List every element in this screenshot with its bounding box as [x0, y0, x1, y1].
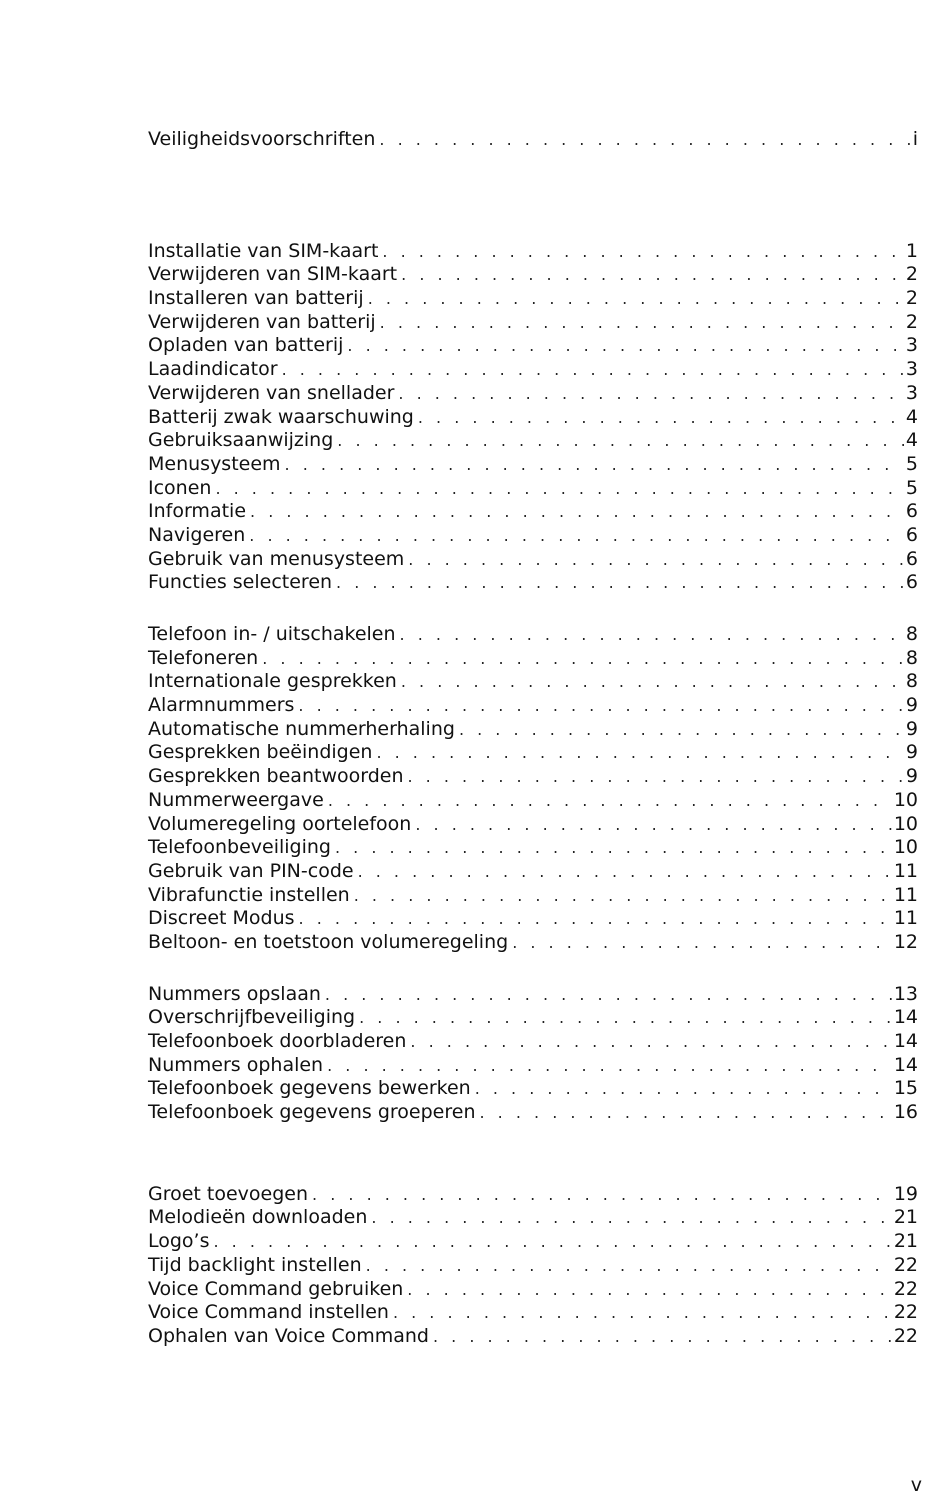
- dot-leader: [354, 884, 892, 908]
- toc-entry-page: 16: [893, 1101, 918, 1124]
- dot-leader: [285, 453, 904, 477]
- toc-entry[interactable]: [148, 240, 918, 264]
- toc-entry-title: Ophalen van Voice Command: [148, 1324, 429, 1347]
- toc-entry-page: 6: [905, 500, 918, 523]
- toc-entry-page: 3: [905, 334, 918, 357]
- toc-entry-page: 15: [893, 1077, 918, 1100]
- toc-entry-page: 2: [905, 310, 918, 333]
- toc-entry[interactable]: [148, 311, 918, 335]
- dot-leader: [325, 983, 892, 1007]
- dot-leader: [371, 1206, 891, 1230]
- toc-entry-page: 14: [893, 1006, 918, 1029]
- dot-leader: [282, 358, 904, 382]
- toc-entry-page: 6: [905, 523, 918, 546]
- toc-entry[interactable]: [148, 1230, 918, 1254]
- toc-entry-page: 8: [905, 623, 918, 645]
- dot-leader: [359, 1006, 892, 1030]
- toc-entry-page: 8: [905, 670, 918, 693]
- toc-entry-title: Voice Command gebruiken: [148, 1277, 404, 1300]
- toc-entry-title: Telefoonboek gegevens groeperen: [148, 1101, 476, 1124]
- toc-entry-page: 9: [905, 694, 918, 717]
- toc-entry-page: 5: [905, 452, 918, 475]
- toc-entry-page: 22: [893, 1253, 918, 1276]
- toc-entry-title: Gesprekken beantwoorden: [148, 765, 404, 788]
- toc-entry-page: 8: [905, 646, 918, 669]
- dot-leader: [358, 860, 892, 884]
- toc-entry-title: Tijd backlight instellen: [148, 1253, 362, 1276]
- toc-entry-title: Gesprekken beëindigen: [148, 741, 373, 764]
- dot-leader: [480, 1101, 892, 1125]
- toc-entry-title: Telefoonboek doorbladeren: [148, 1030, 407, 1052]
- toc-entry[interactable]: [148, 836, 918, 860]
- toc-entry[interactable]: [148, 670, 918, 694]
- toc-entry-title: Nummers ophalen: [148, 1053, 324, 1076]
- toc-entry-title: Batterij zwak waarschuwing: [148, 405, 414, 428]
- toc-entry-page: 21: [893, 1206, 918, 1229]
- page-number: v: [910, 1474, 922, 1496]
- dot-leader: [335, 836, 892, 860]
- toc-entry-title: Verwijderen van snellader: [148, 381, 395, 404]
- toc-entry-page: 9: [905, 741, 918, 764]
- toc-group-settings: [148, 1183, 918, 1349]
- toc-entry[interactable]: [148, 931, 918, 955]
- toc-entry-title: Beltoon- en toetstoon volumeregeling: [148, 930, 509, 953]
- toc-entry[interactable]: [148, 1206, 918, 1230]
- toc-entry-title: Verwijderen van batterij: [148, 310, 376, 333]
- toc-entry-title: Verwijderen van SIM-kaart: [148, 263, 398, 286]
- toc-entry-title: Gebruik van PIN-code: [148, 859, 354, 882]
- dot-leader: [415, 813, 891, 837]
- dot-leader: [401, 670, 904, 694]
- toc-entry-title: Installeren van batterij: [148, 287, 364, 310]
- dot-leader: [418, 406, 904, 430]
- dot-leader: [250, 500, 904, 524]
- dot-leader: [298, 694, 904, 718]
- dot-leader: [366, 1254, 892, 1278]
- toc-entry[interactable]: [148, 765, 918, 789]
- toc-entry-title: Voice Command instellen: [148, 1301, 389, 1324]
- toc-entry[interactable]: [148, 983, 918, 1007]
- toc-entry-title: Iconen: [148, 476, 212, 499]
- toc-entry[interactable]: [148, 524, 918, 548]
- toc-group-getting-started: [148, 240, 918, 595]
- toc-entry[interactable]: [148, 884, 918, 908]
- toc-entry-page: 1: [905, 239, 918, 262]
- toc-entry[interactable]: [148, 1101, 918, 1125]
- dot-leader: [376, 741, 903, 765]
- toc-entry-page: 10: [893, 812, 918, 835]
- toc-entry[interactable]: [148, 1183, 918, 1207]
- toc-entry-title: Overschrijfbeveiliging: [148, 1006, 356, 1029]
- toc-entry-title: Telefoonboek gegevens bewerken: [148, 1077, 471, 1100]
- dot-leader: [249, 524, 904, 548]
- toc-entry-title: Vibrafunctie instellen: [148, 883, 350, 906]
- toc-entry-page: 5: [905, 476, 918, 499]
- toc-entry[interactable]: [148, 548, 918, 572]
- toc-entry-title: Melodieën downloaden: [148, 1206, 368, 1229]
- toc-entry[interactable]: [148, 1030, 918, 1054]
- toc-entry[interactable]: [148, 263, 918, 287]
- toc-group-safety: [148, 128, 918, 152]
- toc-entry-title: Groet toevoegen: [148, 1182, 309, 1205]
- dot-leader: [398, 382, 904, 406]
- toc-entry-page: 3: [905, 381, 918, 404]
- toc-entry[interactable]: [148, 500, 918, 524]
- dot-leader: [380, 311, 904, 335]
- toc-entry-title: Telefoon in- / uitschakelen: [148, 623, 396, 645]
- dot-leader: [512, 931, 892, 955]
- dot-leader: [299, 907, 892, 931]
- dot-leader: [336, 571, 904, 595]
- toc-group-phonebook: [148, 983, 918, 1125]
- toc-entry-title: Internationale gesprekken: [148, 670, 397, 693]
- toc-entry-title: Telefoneren: [148, 646, 259, 669]
- toc-entry[interactable]: [148, 1254, 918, 1278]
- dot-leader: [401, 263, 904, 287]
- toc-entry-title: Navigeren: [148, 523, 246, 546]
- toc-entry-page: 10: [893, 788, 918, 811]
- toc-entry[interactable]: [148, 694, 918, 718]
- toc-entry[interactable]: [148, 741, 918, 765]
- dot-leader: [379, 128, 910, 152]
- toc-entry-title: Opladen van batterij: [148, 334, 344, 357]
- toc-entry-title: Automatische nummerherhaling: [148, 717, 455, 740]
- toc-entry-page: 13: [893, 982, 918, 1005]
- toc-entry[interactable]: [148, 1006, 918, 1030]
- toc-entry[interactable]: [148, 358, 918, 382]
- toc-entry-page: 2: [905, 287, 918, 310]
- toc-entry-title: Discreet Modus: [148, 907, 295, 930]
- toc-entry-page: 14: [893, 1053, 918, 1076]
- toc-entry-page: 14: [893, 1030, 918, 1052]
- dot-leader: [382, 240, 904, 264]
- toc-entry-title: Veiligheidsvoorschriften: [148, 128, 376, 150]
- toc-entry-page: i: [912, 128, 918, 150]
- toc-entry-page: 11: [893, 883, 918, 906]
- toc-entry-page: 4: [905, 429, 918, 452]
- toc-entry[interactable]: [148, 1054, 918, 1078]
- toc-entry-page: 19: [893, 1182, 918, 1205]
- toc-entry[interactable]: [148, 907, 918, 931]
- toc-entry-title: Logo’s: [148, 1230, 210, 1253]
- toc-entry-page: 22: [893, 1301, 918, 1324]
- dot-leader: [393, 1301, 892, 1325]
- toc-entry-page: 2: [905, 263, 918, 286]
- toc-entry-page: 6: [905, 547, 918, 570]
- toc-entry[interactable]: [148, 477, 918, 501]
- dot-leader: [337, 429, 904, 453]
- toc-group-calling: [148, 623, 918, 955]
- toc-entry-title: Nummerweergave: [148, 788, 324, 811]
- toc-entry-title: Menusysteem: [148, 452, 281, 475]
- toc-entry-title: Informatie: [148, 500, 247, 523]
- toc-entry[interactable]: [148, 1077, 918, 1101]
- toc-entry-page: 6: [905, 571, 918, 594]
- toc-entry[interactable]: [148, 429, 918, 453]
- toc-entry-page: 11: [893, 859, 918, 882]
- toc-entry-title: Alarmnummers: [148, 694, 295, 717]
- dot-leader: [328, 789, 892, 813]
- dot-leader: [400, 623, 904, 647]
- toc-entry-title: Telefoonbeveiliging: [148, 836, 331, 859]
- dot-leader: [215, 477, 903, 501]
- toc-entry[interactable]: [148, 623, 918, 647]
- toc-entry-page: 10: [893, 836, 918, 859]
- toc-entry[interactable]: [148, 287, 918, 311]
- toc-entry-page: 12: [893, 930, 918, 953]
- dot-leader: [459, 718, 904, 742]
- toc-entry-title: Nummers opslaan: [148, 982, 321, 1005]
- toc-entry[interactable]: [148, 334, 918, 358]
- toc-entry[interactable]: [148, 1301, 918, 1325]
- toc-entry[interactable]: [148, 406, 918, 430]
- dot-leader: [312, 1183, 892, 1207]
- toc-entry[interactable]: [148, 860, 918, 884]
- toc-entry-page: 3: [905, 358, 918, 381]
- toc-entry[interactable]: [148, 382, 918, 406]
- dot-leader: [262, 647, 904, 671]
- toc-entry-page: 9: [905, 765, 918, 788]
- toc-entry-page: 11: [893, 907, 918, 930]
- dot-leader: [327, 1054, 892, 1078]
- toc-entry-title: Functies selecteren: [148, 571, 333, 594]
- toc-entry-title: Installatie van SIM-kaart: [148, 239, 379, 262]
- toc-entry-page: 22: [893, 1277, 918, 1300]
- toc-entry-page: 21: [893, 1230, 918, 1253]
- dot-leader: [410, 1030, 891, 1054]
- toc-entry[interactable]: [148, 813, 918, 837]
- toc-entry-title: Gebruiksaanwijzing: [148, 429, 334, 452]
- toc-entry[interactable]: [148, 718, 918, 742]
- dot-leader: [214, 1230, 892, 1254]
- toc-entry[interactable]: [148, 453, 918, 477]
- toc-entry[interactable]: [148, 1325, 918, 1349]
- toc-entry-page: 22: [893, 1324, 918, 1347]
- toc-entry[interactable]: [148, 571, 918, 595]
- dot-leader: [368, 287, 904, 311]
- dot-leader: [433, 1325, 892, 1349]
- toc-entry-title: Gebruik van menusysteem: [148, 547, 405, 570]
- dot-leader: [347, 334, 904, 358]
- dot-leader: [408, 548, 904, 572]
- toc-entry[interactable]: [148, 1278, 918, 1302]
- table-of-contents: [148, 128, 918, 1349]
- toc-entry[interactable]: [148, 647, 918, 671]
- dot-leader: [408, 765, 904, 789]
- toc-entry[interactable]: [148, 128, 918, 152]
- toc-entry-page: 9: [905, 717, 918, 740]
- toc-entry-title: Laadindicator: [148, 358, 278, 381]
- toc-entry-page: 4: [905, 405, 918, 428]
- dot-leader: [407, 1278, 892, 1302]
- toc-entry-title: Volumeregeling oortelefoon: [148, 812, 412, 835]
- toc-entry[interactable]: [148, 789, 918, 813]
- dot-leader: [475, 1077, 892, 1101]
